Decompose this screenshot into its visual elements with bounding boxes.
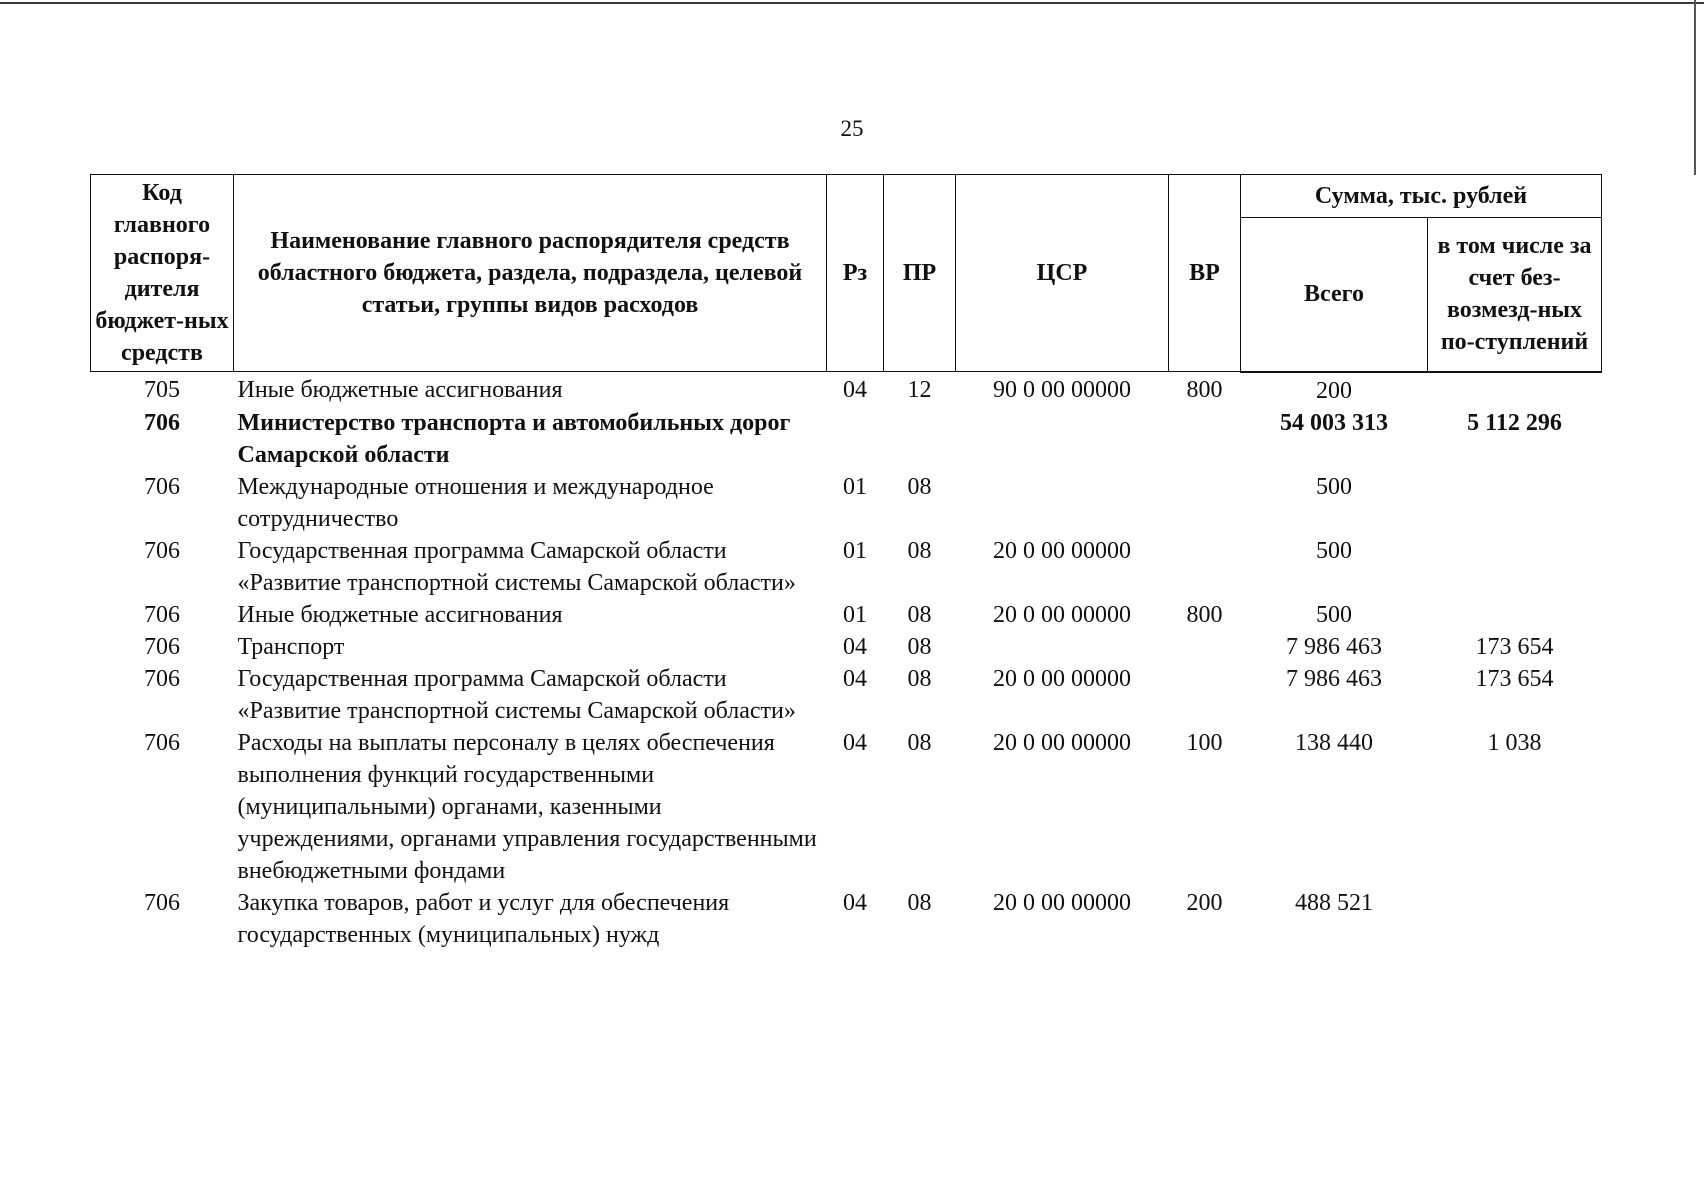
table-row bbox=[91, 663, 1602, 727]
row-pr: 08 bbox=[907, 633, 932, 660]
row-rz: 01 bbox=[843, 473, 867, 500]
row-code: 706 bbox=[144, 889, 180, 916]
row-code: 705 bbox=[144, 377, 180, 403]
row-total: 488 521 bbox=[1295, 889, 1373, 916]
row-vr: 800 bbox=[1186, 377, 1223, 403]
row-name: Министерство транспорта и автомобильных дорог Самарской области bbox=[237, 409, 791, 468]
budget-table bbox=[90, 174, 1602, 951]
row-name: Международные отношения и международное сотрудничество bbox=[237, 473, 714, 532]
table-row bbox=[91, 599, 1602, 631]
row-vr: 800 bbox=[1186, 601, 1223, 628]
header-rz: Рз bbox=[827, 175, 884, 372]
table-row bbox=[91, 372, 1602, 407]
row-pr: 08 bbox=[907, 729, 932, 756]
row-vr bbox=[1169, 663, 1241, 727]
row-pr bbox=[884, 407, 956, 471]
row-vr: 100 bbox=[1186, 729, 1223, 756]
row-code: 706 bbox=[144, 665, 180, 692]
row-code: 706 bbox=[144, 729, 180, 756]
row-rz: 04 bbox=[843, 889, 867, 916]
page-number: 25 bbox=[840, 116, 864, 141]
row-csr bbox=[956, 471, 1169, 535]
row-total: 200 bbox=[1316, 377, 1352, 404]
header-csr: ЦСР bbox=[956, 175, 1169, 372]
row-csr: 90 0 00 00000 bbox=[993, 377, 1131, 403]
header-sum-group: Сумма, тыс. рублей bbox=[1241, 175, 1602, 218]
table-row bbox=[91, 727, 1602, 887]
row-grants: 173 654 bbox=[1475, 665, 1554, 692]
row-vr: 200 bbox=[1186, 889, 1223, 916]
row-total: 7 986 463 bbox=[1286, 633, 1382, 660]
header-pr: ПР bbox=[884, 175, 956, 372]
row-csr bbox=[956, 631, 1169, 663]
row-total: 138 440 bbox=[1295, 729, 1373, 756]
row-rz: 04 bbox=[843, 729, 867, 756]
row-rz: 01 bbox=[843, 601, 867, 628]
table-row bbox=[91, 535, 1602, 599]
row-grants bbox=[1428, 599, 1602, 631]
row-total: 500 bbox=[1316, 537, 1352, 564]
row-name: Расходы на выплаты персоналу в целях обеспечения выполнения функций государственными (муниципальными) органами, казенными учреждениями, органами управления государственными внебюджетными фондами bbox=[237, 729, 817, 884]
row-rz: 04 bbox=[843, 633, 867, 660]
row-name: Государственная программа Самарской области «Развитие транспортной системы Самарской области» bbox=[237, 665, 796, 724]
header-grants: в том числе за счет без-возмезд-ных по-ступлений bbox=[1428, 217, 1602, 371]
row-pr: 08 bbox=[907, 601, 932, 628]
row-name: Закупка товаров, работ и услуг для обеспечения государственных (муниципальных) нужд bbox=[237, 889, 730, 948]
row-pr: 08 bbox=[907, 537, 932, 564]
scan-right-edge bbox=[1694, 0, 1696, 175]
row-name: Иные бюджетные ассигнования bbox=[237, 601, 563, 628]
row-code: 706 bbox=[144, 633, 180, 660]
header-name: Наименование главного распорядителя средств областного бюджета, раздела, подраздела, целевой статьи, группы видов расходов bbox=[234, 175, 827, 372]
table-row bbox=[91, 471, 1602, 535]
row-csr bbox=[956, 407, 1169, 471]
row-code: 706 bbox=[144, 473, 180, 500]
row-rz: 04 bbox=[843, 665, 867, 692]
row-pr: 08 bbox=[907, 665, 932, 692]
row-code: 706 bbox=[144, 537, 180, 564]
row-csr: 20 0 00 00000 bbox=[993, 889, 1131, 916]
row-rz: 04 bbox=[843, 377, 867, 403]
row-vr bbox=[1169, 535, 1241, 599]
table-row bbox=[91, 887, 1602, 951]
row-pr: 08 bbox=[907, 889, 932, 916]
row-csr: 20 0 00 00000 bbox=[993, 665, 1131, 692]
row-total: 500 bbox=[1316, 473, 1352, 500]
scan-top-edge bbox=[0, 2, 1704, 4]
row-vr bbox=[1169, 407, 1241, 471]
row-total: 54 003 313 bbox=[1280, 409, 1388, 436]
row-rz bbox=[827, 407, 884, 471]
row-grants bbox=[1428, 372, 1602, 407]
row-grants bbox=[1428, 471, 1602, 535]
row-total: 7 986 463 bbox=[1286, 665, 1382, 692]
row-pr: 08 bbox=[907, 473, 932, 500]
row-grants: 5 112 296 bbox=[1467, 409, 1562, 436]
header-code: Код главного распоря-дителя бюджет-ных средств bbox=[91, 175, 234, 372]
row-csr: 20 0 00 00000 bbox=[993, 729, 1131, 756]
row-name: Государственная программа Самарской области «Развитие транспортной системы Самарской области» bbox=[237, 537, 796, 596]
header-vr: ВР bbox=[1169, 175, 1241, 372]
table-row bbox=[91, 631, 1602, 663]
table-row bbox=[91, 407, 1602, 471]
row-name: Иные бюджетные ассигнования bbox=[237, 377, 563, 403]
row-name: Транспорт bbox=[237, 633, 345, 660]
row-vr bbox=[1169, 631, 1241, 663]
row-grants: 1 038 bbox=[1487, 729, 1542, 756]
row-grants: 173 654 bbox=[1475, 633, 1554, 660]
row-code: 706 bbox=[144, 409, 180, 436]
row-vr bbox=[1169, 471, 1241, 535]
row-pr: 12 bbox=[907, 377, 932, 403]
row-grants bbox=[1428, 535, 1602, 599]
row-total: 500 bbox=[1316, 601, 1352, 628]
row-grants bbox=[1428, 887, 1602, 951]
header-total: Всего bbox=[1241, 217, 1428, 371]
row-rz: 01 bbox=[843, 537, 867, 564]
row-csr: 20 0 00 00000 bbox=[993, 537, 1131, 564]
row-code: 706 bbox=[144, 601, 180, 628]
row-csr: 20 0 00 00000 bbox=[993, 601, 1131, 628]
